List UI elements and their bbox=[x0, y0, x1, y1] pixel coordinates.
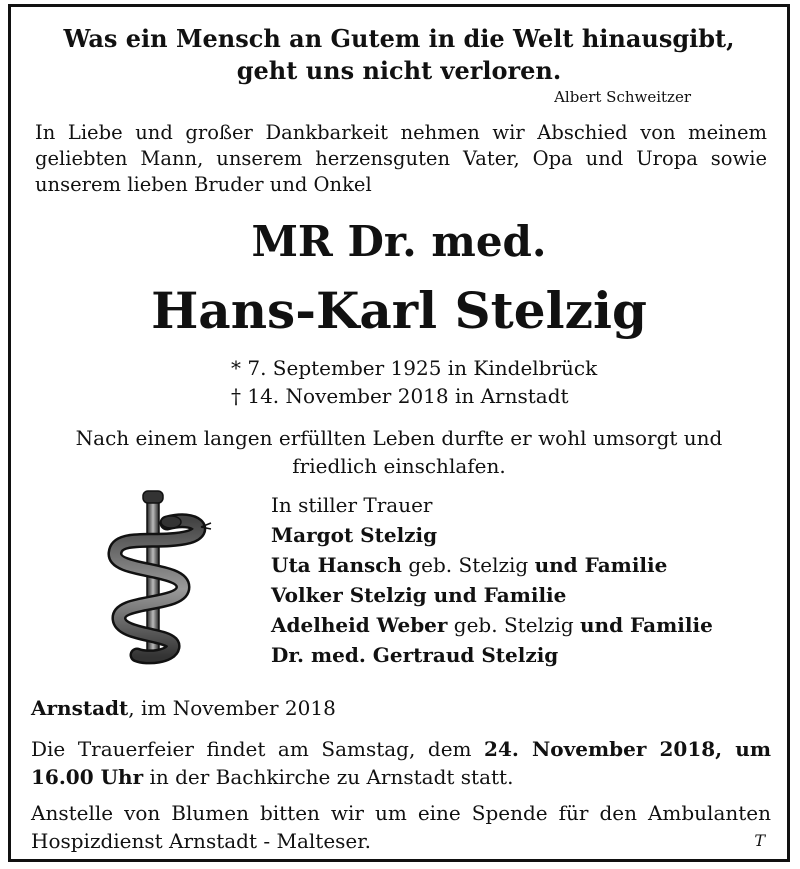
life-dates bbox=[231, 354, 597, 410]
mourners-list bbox=[271, 490, 713, 670]
mourner-2-nee: geb. Stelzig bbox=[401, 553, 535, 577]
funeral-text-2: in der Bachkirche zu Arnstadt statt. bbox=[143, 765, 514, 789]
birth-date: * 7. September 1925 in Kindelbrück bbox=[231, 356, 598, 380]
quote-author: Albert Schweitzer bbox=[554, 88, 691, 106]
motto-quote bbox=[11, 23, 787, 87]
mourner-2-family: und Familie bbox=[534, 553, 668, 577]
publisher-mark: T bbox=[754, 831, 765, 850]
place-town: Arnstadt bbox=[31, 696, 129, 720]
funeral-date: 24. November 2018, um 16.00 Uhr bbox=[31, 737, 771, 789]
funeral-info bbox=[31, 735, 771, 791]
intro-text: In Liebe und großer Dankbarkeit nehmen wir Abschied von meinem geliebten Mann, unserem herzensguten Vater, Opa und Uropa sowie unserem lieben Bruder und Onkel bbox=[35, 121, 767, 196]
deceased-name: Hans-Karl Stelzig bbox=[151, 281, 647, 340]
place-month: , im November 2018 bbox=[128, 696, 336, 720]
donation-info: Anstelle von Blumen bitten wir um eine Spende für den Ambulanten Hospizdienst Arnstadt - Malteser. bbox=[31, 801, 771, 853]
obituary-notice bbox=[8, 4, 790, 862]
death-date: † 14. November 2018 in Arnstadt bbox=[231, 384, 569, 408]
mourner-1: Margot Stelzig bbox=[271, 523, 438, 547]
peace-text: Nach einem langen erfüllten Leben durfte er wohl umsorgt und friedlich einschlafen. bbox=[75, 426, 723, 478]
place-date bbox=[31, 694, 336, 722]
motto-line-1: Was ein Mensch an Gutem in die Welt hinausgibt, bbox=[63, 24, 735, 53]
funeral-text-1: Die Trauerfeier findet am Samstag, dem bbox=[31, 737, 485, 761]
mourner-4-family: und Familie bbox=[580, 613, 713, 637]
mourner-2-name: Uta Hansch bbox=[271, 553, 402, 577]
rod-of-asclepius-icon bbox=[97, 487, 217, 667]
mourner-2 bbox=[271, 550, 713, 580]
mourner-4-name: Adelheid Weber bbox=[271, 613, 448, 637]
academic-title: MR Dr. med. bbox=[251, 217, 547, 266]
mourner-5: Dr. med. Gertraud Stelzig bbox=[271, 643, 559, 667]
mourner-4 bbox=[271, 610, 713, 640]
mourners-heading: In stiller Trauer bbox=[271, 493, 433, 517]
mourner-3: Volker Stelzig und Familie bbox=[271, 583, 567, 607]
mourner-4-nee: geb. Stelzig bbox=[447, 613, 581, 637]
motto-line-2: geht uns nicht verloren. bbox=[236, 56, 562, 85]
